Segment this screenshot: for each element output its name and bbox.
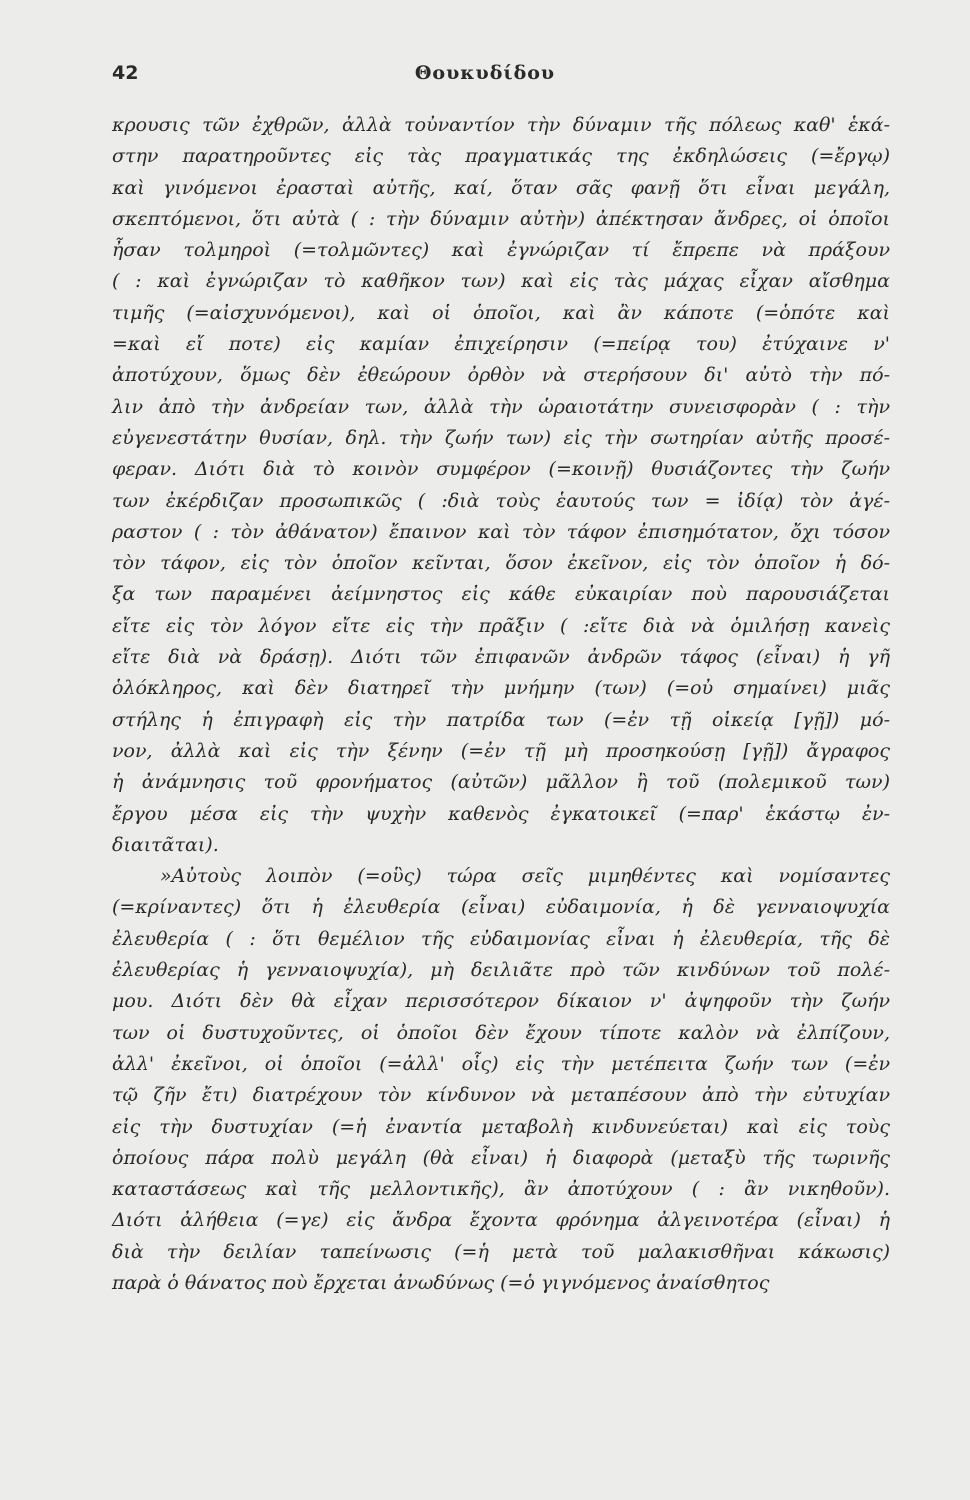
text-line: ἐλευθερία ( : ὅτι θεμέλιον τῆς εὐδαιμονίας εἶναι ἡ ἐλευθερία, τῆς δὲ [112, 927, 890, 950]
text-line: τιμῆς (=αἰσχυνόμενοι), καὶ οἱ ὁποῖοι, καὶ ἂν κάποτε (=ὁπότε καὶ [112, 301, 890, 324]
text-line: νον, ἀλλὰ καὶ εἰς τὴν ξένην (=ἐν τῇ μὴ προσηκούσῃ [γῇ]) ἄγραφος [112, 739, 890, 762]
text-line: φεραν. Διότι διὰ τὸ κοινὸν συμφέρον (=κοινῇ) θυσιάζοντες τὴν ζωήν [112, 458, 890, 481]
text-line: ὁποίους πάρα πολὺ μεγάλη (θὰ εἶναι) ἡ διαφορὰ (μεταξὺ τῆς τωρινῆς [112, 1146, 890, 1169]
text-line: ἀλλ' ἐκεῖνοι, οἱ ὁποῖοι (=ἀλλ' οἷς) εἰς τὴν μετέπειτα ζωήν των (=ἐν [112, 1052, 890, 1075]
text-line: εὐγενεστάτην θυσίαν, δηλ. τὴν ζωήν των) εἰς τὴν σωτηρίαν αὐτῆς προσέ- [112, 426, 890, 449]
text-line: των οἱ δυστυχοῦντες, οἱ ὁποῖοι δὲν ἔχουν τίποτε καλὸν νὰ ἐλπίζουν, [112, 1021, 890, 1044]
text-line: εἴτε διὰ νὰ δράσῃ). Διότι τῶν ἐπιφανῶν ἀνδρῶν τάφος (εἶναι) ἡ γῆ [112, 646, 890, 669]
text-line: καὶ γινόμενοι ἐρασταὶ αὐτῆς, καί, ὅταν σᾶς φανῇ ὅτι εἶναι μεγάλη, [112, 176, 890, 199]
running-title: Θουκυδίδου [414, 62, 556, 84]
body-text [112, 110, 890, 1299]
text-line: διαιτᾶται). [112, 833, 219, 856]
text-line: κρουσις τῶν ἐχθρῶν, ἀλλὰ τοὐναντίον τὴν δύναμιν τῆς πόλεως καθ' ἑκά- [112, 114, 890, 136]
text-line: μου. Διότι δὲν θὰ εἶχαν περισσότερον δίκαιον ν' ἀψηφοῦν τὴν ζωήν [112, 990, 890, 1013]
text-line: ξα των παραμένει ἀείμνηστος εἰς κάθε εὐκαιρίαν ποὺ παρουσιάζεται [112, 583, 890, 606]
text-line: »Αὐτοὺς λοιπὸν (=οὓς) τώρα σεῖς μιμηθέντες καὶ νομίσαντες [160, 865, 890, 888]
text-line: =καὶ εἴ ποτε) εἰς καμίαν ἐπιχείρησιν (=πείρᾳ του) ἐτύχαινε ν' [112, 333, 890, 356]
page-header [112, 62, 858, 92]
text-line: ὁλόκληρος, καὶ δὲν διατηρεῖ τὴν μνήμην (των) (=οὐ σημαίνει) μιᾶς [112, 677, 890, 700]
text-line: σκεπτόμενοι, ὅτι αὐτὰ ( : τὴν δύναμιν αὐτὴν) ἀπέκτησαν ἄνδρες, οἱ ὁποῖοι [112, 207, 890, 230]
text-line: εἰς τὴν δυστυχίαν (=ἡ ἐναντία μεταβολὴ κινδυνεύεται) καὶ εἰς τοὺς [112, 1115, 890, 1138]
text-line: διὰ τὴν δειλίαν ταπείνωσις (=ἡ μετὰ τοῦ μαλακισθῆναι κάκωσις) [112, 1240, 890, 1263]
text-line: εἴτε εἰς τὸν λόγον εἴτε εἰς τὴν πρᾶξιν ( :εἴτε διὰ νὰ ὁμιλήσῃ κανεὶς [112, 614, 890, 637]
text-line: ἐλευθερίας ἡ γενναιοψυχία), μὴ δειλιᾶτε πρὸ τῶν κινδύνων τοῦ πολέ- [112, 959, 890, 982]
text-line: στήλης ἡ ἐπιγραφὴ εἰς τὴν πατρίδα των (=ἐν τῇ οἰκείᾳ [γῇ]) μό- [112, 708, 890, 731]
text-line: ( : καὶ ἐγνώριζαν τὸ καθῆκον των) καὶ εἰς τὰς μάχας εἶχαν αἴσθημα [112, 270, 890, 293]
text-line: ἔργου μέσα εἰς τὴν ψυχὴν καθενὸς ἐγκατοικεῖ (=παρ' ἑκάστῳ ἐν- [112, 802, 890, 825]
text-line: καταστάσεως καὶ τῆς μελλοντικῆς), ἂν ἀποτύχουν ( : ἂν νικηθοῦν). [112, 1178, 890, 1201]
text-line: παρὰ ὁ θάνατος ποὺ ἔρχεται ἀνωδύνως (=ὁ γιγνόμενος ἀναίσθητος [112, 1271, 770, 1294]
text-line: ραστον ( : τὸν ἀθάνατον) ἔπαινον καὶ τὸν τάφον ἐπισημότατον, ὄχι τόσον [112, 520, 890, 543]
text-line: ἡ ἀνάμνησις τοῦ φρονήματος (αὐτῶν) μᾶλλον ἢ τοῦ (πολεμικοῦ των) [112, 771, 890, 794]
text-line: Διότι ἀλήθεια (=γε) εἰς ἄνδρα ἔχοντα φρόνημα ἀλγεινοτέρα (εἶναι) ἡ [112, 1209, 890, 1232]
text-line: τὸν τάφον, εἰς τὸν ὁποῖον κεῖνται, ὅσον ἐκεῖνον, εἰς τὸν ὁποῖον ἡ δό- [112, 552, 890, 575]
text-line: ἦσαν τολμηροὶ (=τολμῶντες) καὶ ἐγνώριζαν τί ἔπρεπε νὰ πράξουν [112, 239, 890, 262]
text-line: ἀποτύχουν, ὅμως δὲν ἐθεώρουν ὀρθὸν νὰ στερήσουν δι' αὐτὸ τὴν πό- [112, 364, 890, 387]
page-number: 42 [112, 62, 139, 84]
text-line: στην παρατηροῦντες εἰς τὰς πραγματικάς της ἐκδηλώσεις (=ἔργῳ) [112, 145, 890, 168]
text-line: των ἐκέρδιζαν προσωπικῶς ( :διὰ τοὺς ἑαυτούς των = ἰδίᾳ) τὸν ἀγέ- [112, 489, 890, 512]
text-line: (=κρίναντες) ὅτι ἡ ἐλευθερία (εἶναι) εὐδαιμονία, ἡ δὲ γενναιοψυχία [112, 896, 890, 919]
text-line: λιν ἀπὸ τὴν ἀνδρείαν των, ἀλλὰ τὴν ὡραιοτάτην συνεισφορὰν ( : τὴν [112, 395, 890, 418]
text-line: τῷ ζῆν ἔτι) διατρέχουν τὸν κίνδυνον νὰ μεταπέσουν ἀπὸ τὴν εὐτυχίαν [112, 1084, 890, 1107]
